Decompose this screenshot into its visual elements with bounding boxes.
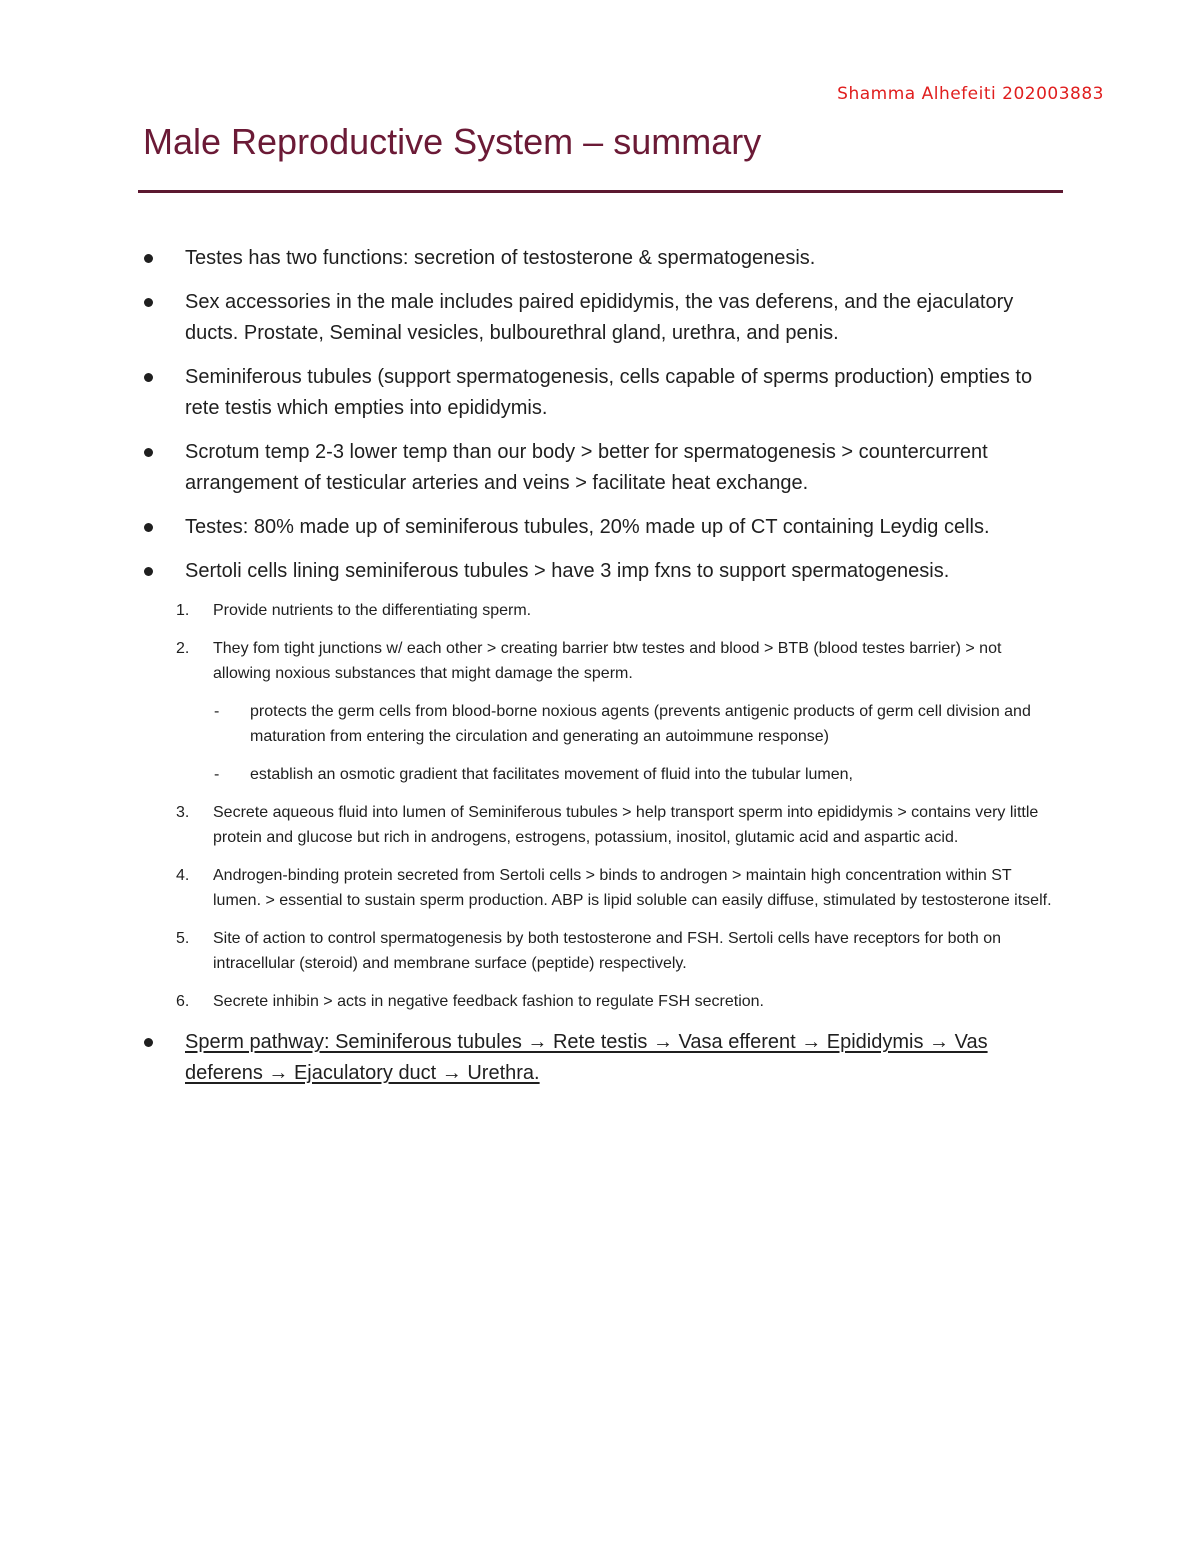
bullet-text: Sex accessories in the male includes paired epididymis, the vas deferens, and the ejaculatory ducts. Prostate, Seminal vesicles, bulbourethral gland, urethra, and penis. bbox=[185, 291, 1014, 344]
bullet-dot-icon bbox=[144, 298, 153, 307]
item-number: 1. bbox=[176, 602, 190, 619]
document-body bbox=[138, 243, 1063, 1102]
title-divider bbox=[138, 190, 1063, 193]
bullet-dot-icon bbox=[144, 254, 153, 263]
item-number: 3. bbox=[176, 804, 190, 821]
bullet-dot-icon bbox=[144, 523, 153, 532]
bullet-item bbox=[138, 1027, 1063, 1089]
item-text: Androgen-binding protein secreted from Sertoli cells > binds to androgen > maintain high concentration within ST lumen. > essential to sustain sperm production. ABP is lipid soluble can easily diffuse, stimulated by testosterone itself. bbox=[213, 867, 1052, 909]
item-text: Secrete inhibin > acts in negative feedback fashion to regulate FSH secretion. bbox=[213, 993, 764, 1010]
numbered-item bbox=[138, 863, 1063, 913]
bullet-text: Testes: 80% made up of seminiferous tubules, 20% made up of CT containing Leydig cells. bbox=[185, 516, 990, 538]
dash-mark: - bbox=[214, 703, 220, 720]
item-text: Secrete aqueous fluid into lumen of Seminiferous tubules > help transport sperm into epididymis > contains very little protein and glucose but rich in androgens, estrogens, potassium, inositol, glutamic acid and aspartic acid. bbox=[213, 804, 1039, 846]
bullet-text: Sertoli cells lining seminiferous tubules > have 3 imp fxns to support spermatogenesis. bbox=[185, 560, 950, 582]
bullet-item bbox=[138, 437, 1063, 499]
bullet-dot-icon bbox=[144, 373, 153, 382]
bullet-dot-icon bbox=[144, 448, 153, 457]
numbered-item bbox=[138, 800, 1063, 850]
item-text: Provide nutrients to the differentiating sperm. bbox=[213, 602, 532, 619]
item-number: 5. bbox=[176, 930, 190, 947]
bullet-item bbox=[138, 287, 1063, 349]
bullet-item bbox=[138, 362, 1063, 424]
dash-mark: - bbox=[214, 766, 220, 783]
bullet-dot-icon bbox=[144, 1038, 153, 1047]
bullet-text: Scrotum temp 2-3 lower temp than our body > better for spermatogenesis > countercurrent arrangement of testicular arteries and veins > facilitate heat exchange. bbox=[185, 441, 988, 494]
dash-item bbox=[138, 699, 1063, 749]
numbered-item bbox=[138, 989, 1063, 1014]
bullet-text: Testes has two functions: secretion of testosterone & spermatogenesis. bbox=[185, 247, 816, 269]
item-text: They fom tight junctions w/ each other > creating barrier btw testes and blood > BTB (blood testes barrier) > not allowing noxious substances that might damage the sperm. bbox=[213, 640, 1002, 682]
bullet-item bbox=[138, 512, 1063, 543]
sertoli-functions-list bbox=[138, 598, 1063, 1014]
item-text: protects the germ cells from blood-borne noxious agents (prevents antigenic products of germ cell division and maturation from entering the circulation and generating an autoimmune response) bbox=[250, 703, 1031, 745]
dash-item bbox=[138, 762, 1063, 787]
bullet-item bbox=[138, 243, 1063, 274]
numbered-item bbox=[138, 598, 1063, 623]
item-number: 2. bbox=[176, 640, 190, 657]
author-name: Shamma Alhefeiti 202003883 bbox=[837, 84, 1104, 104]
numbered-item bbox=[138, 926, 1063, 976]
item-text: Site of action to control spermatogenesis by both testosterone and FSH. Sertoli cells have receptors for both on intracellular (steroid) and membrane surface (peptide) respectively. bbox=[213, 930, 1001, 972]
item-number: 4. bbox=[176, 867, 190, 884]
item-number: 6. bbox=[176, 993, 190, 1010]
item-text: establish an osmotic gradient that facilitates movement of fluid into the tubular lumen, bbox=[250, 766, 853, 783]
bullet-dot-icon bbox=[144, 567, 153, 576]
numbered-item bbox=[138, 636, 1063, 686]
bullet-item bbox=[138, 556, 1063, 587]
sperm-pathway-text: Sperm pathway: Seminiferous tubules → Rete testis → Vasa efferent → Epididymis → Vas deferens → Ejaculatory duct → Urethra. bbox=[185, 1031, 988, 1084]
page-title: Male Reproductive System – summary bbox=[143, 121, 762, 162]
bullet-text: Seminiferous tubules (support spermatogenesis, cells capable of sperms production) empties to rete testis which empties into epididymis. bbox=[185, 366, 1033, 419]
